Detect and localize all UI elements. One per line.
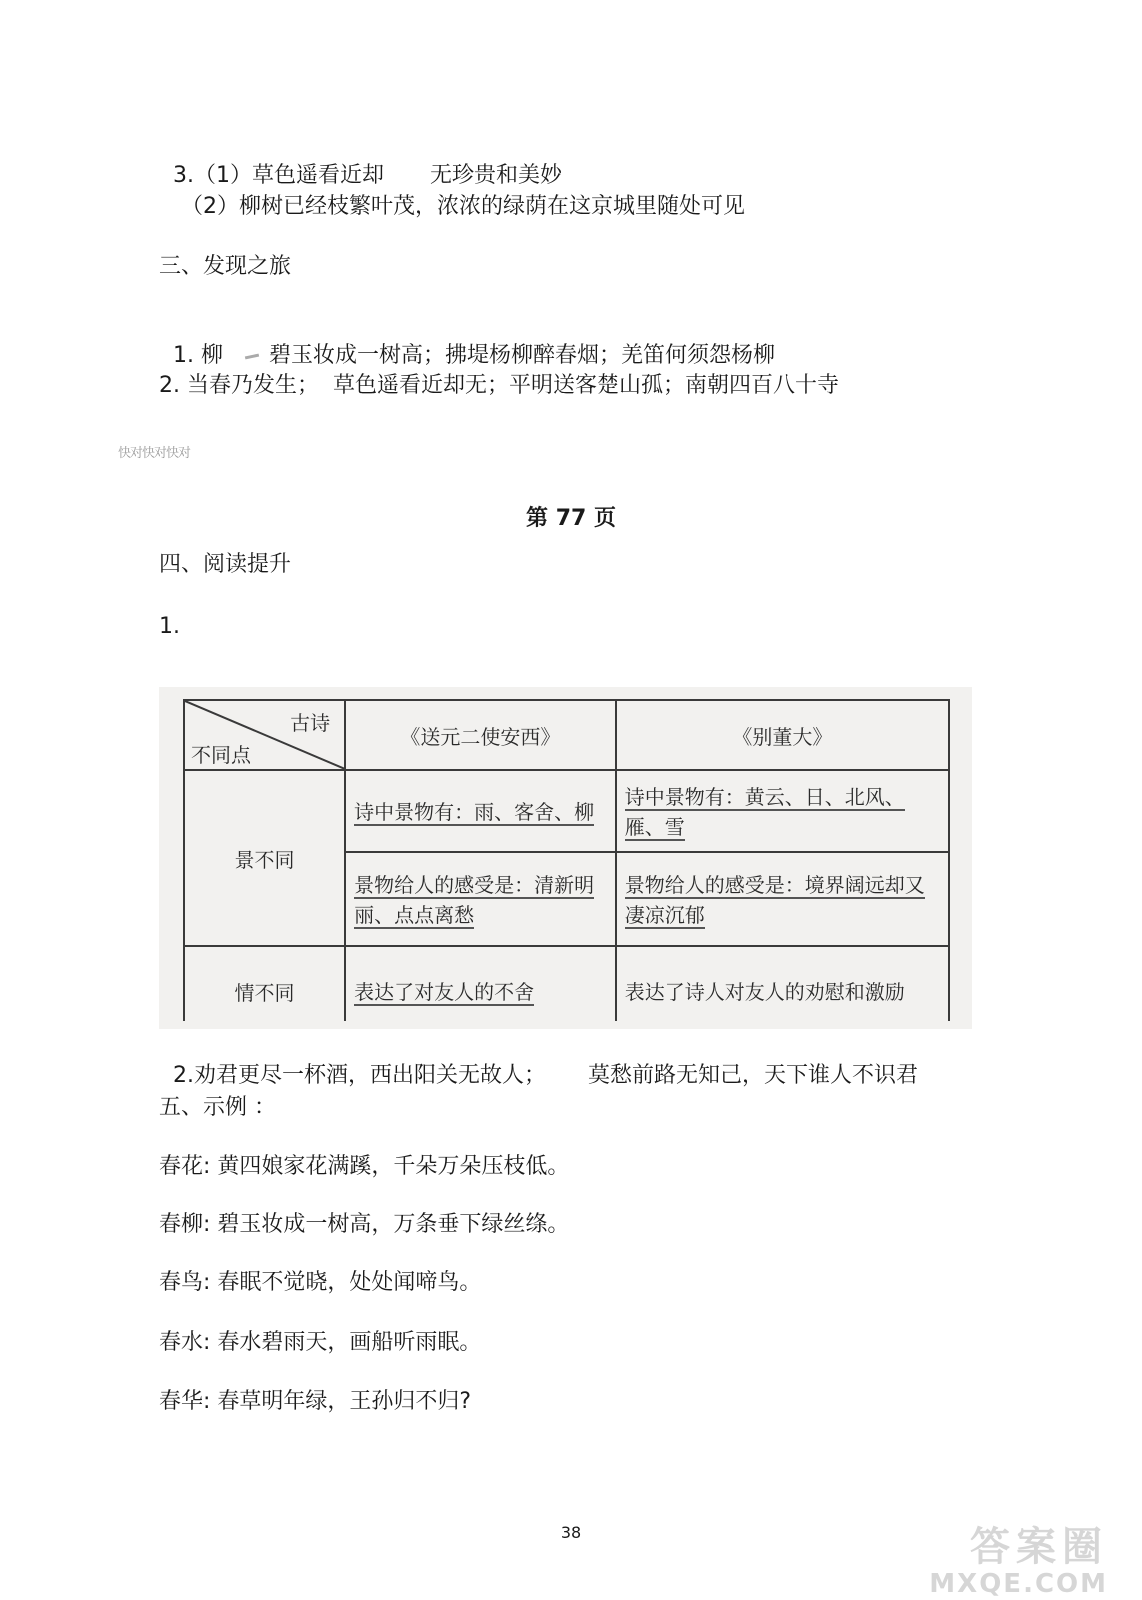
row-label-scenery: 景不同 <box>184 770 345 946</box>
discovery-answer-1-part-b: 碧玉妆成一树高；拂堤杨柳醉春烟；羌笛何须怨杨柳 <box>268 343 775 368</box>
cell-emotion-poem1 <box>345 946 616 1029</box>
dash-mark <box>245 353 259 359</box>
reading-item-2-part-a: 2.劝君更尽一杯酒，西出阳关无故人； <box>173 1063 546 1088</box>
cell-emotion-poem1-text: 表达了对友人的不舍 <box>354 980 535 1004</box>
comparison-table <box>183 699 950 1029</box>
example-spring-grass: 春华: 春草明年绿，王孙归不归? <box>159 1389 472 1414</box>
watermark-logo <box>929 1525 1108 1599</box>
diagonal-header-cell <box>184 700 345 770</box>
reading-item-2 <box>159 1031 918 1091</box>
watermark-line-1: 答案圈 <box>970 1524 1108 1570</box>
cell-scenery-poem1-text: 诗中景物有：雨、客舍、柳 <box>354 800 595 824</box>
discovery-answer-1-part-a: 1. 柳 <box>173 343 223 368</box>
header-poem-label: 古诗 <box>290 711 331 735</box>
answer-3-1-part-b: 无珍贵和美妙 <box>430 163 563 188</box>
reading-item-2-part-b: 莫愁前路无知己，天下谁人不识君 <box>588 1063 919 1088</box>
reading-item-1: 1. <box>159 614 180 639</box>
cell-scenery-poem2 <box>616 770 949 852</box>
section-heading-5: 五、示例 ： <box>159 1095 276 1120</box>
poem-2-title: 《别董大》 <box>616 700 949 770</box>
cell-scenery-poem2-text: 诗中景物有：黄云、日、北风、雁、雪 <box>624 785 905 839</box>
cell-feeling-poem1 <box>345 852 616 946</box>
cell-scenery-poem1 <box>345 770 616 852</box>
row-label-emotion: 情不同 <box>184 946 345 1029</box>
faint-stamp-text: 快对快对快对 <box>118 446 191 461</box>
answer-3-1-part-a: 3.（1）草色遥看近却 <box>173 163 384 188</box>
cell-feeling-poem1-text: 景物给人的感受是：清新明丽、点点离愁 <box>354 873 595 927</box>
discovery-answer-2: 2. 当春乃发生； 草色遥看近却无；平明送客楚山孤；南朝四百八十寺 <box>159 373 839 398</box>
scan-bottom-edge <box>159 1021 972 1029</box>
watermark-line-2: MXQE.COM <box>929 1569 1108 1599</box>
section-heading-4: 四、阅读提升 <box>159 552 292 577</box>
example-spring-willow: 春柳: 碧玉妆成一树高，万条垂下绿丝绦。 <box>159 1212 570 1237</box>
page-number: 38 <box>560 1523 582 1542</box>
scanned-comparison-table <box>159 687 972 1029</box>
answer-3-2: （2）柳树已经枝繁叶茂，浓浓的绿荫在这京城里随处可见 <box>181 194 745 219</box>
cell-feeling-poem2-text: 景物给人的感受是：境界阔远却又凄凉沉郁 <box>624 873 925 927</box>
cell-emotion-poem2: 表达了诗人对友人的劝慰和激励 <box>616 946 949 1029</box>
cell-feeling-poem2 <box>616 852 949 946</box>
header-difference-label: 不同点 <box>191 743 251 767</box>
poem-1-title: 《送元二使安西》 <box>345 700 616 770</box>
page-title: 第 77 页 <box>526 506 616 531</box>
answer-3-1 <box>159 131 562 191</box>
section-heading-3: 三、发现之旅 <box>159 254 292 279</box>
example-spring-water: 春水: 春水碧雨天，画船听雨眠。 <box>159 1330 482 1355</box>
discovery-answer-1 <box>159 311 775 371</box>
example-spring-flower: 春花: 黄四娘家花满蹊，千朵万朵压枝低。 <box>159 1154 570 1179</box>
example-spring-bird: 春鸟: 春眠不觉晓，处处闻啼鸟。 <box>159 1270 482 1295</box>
